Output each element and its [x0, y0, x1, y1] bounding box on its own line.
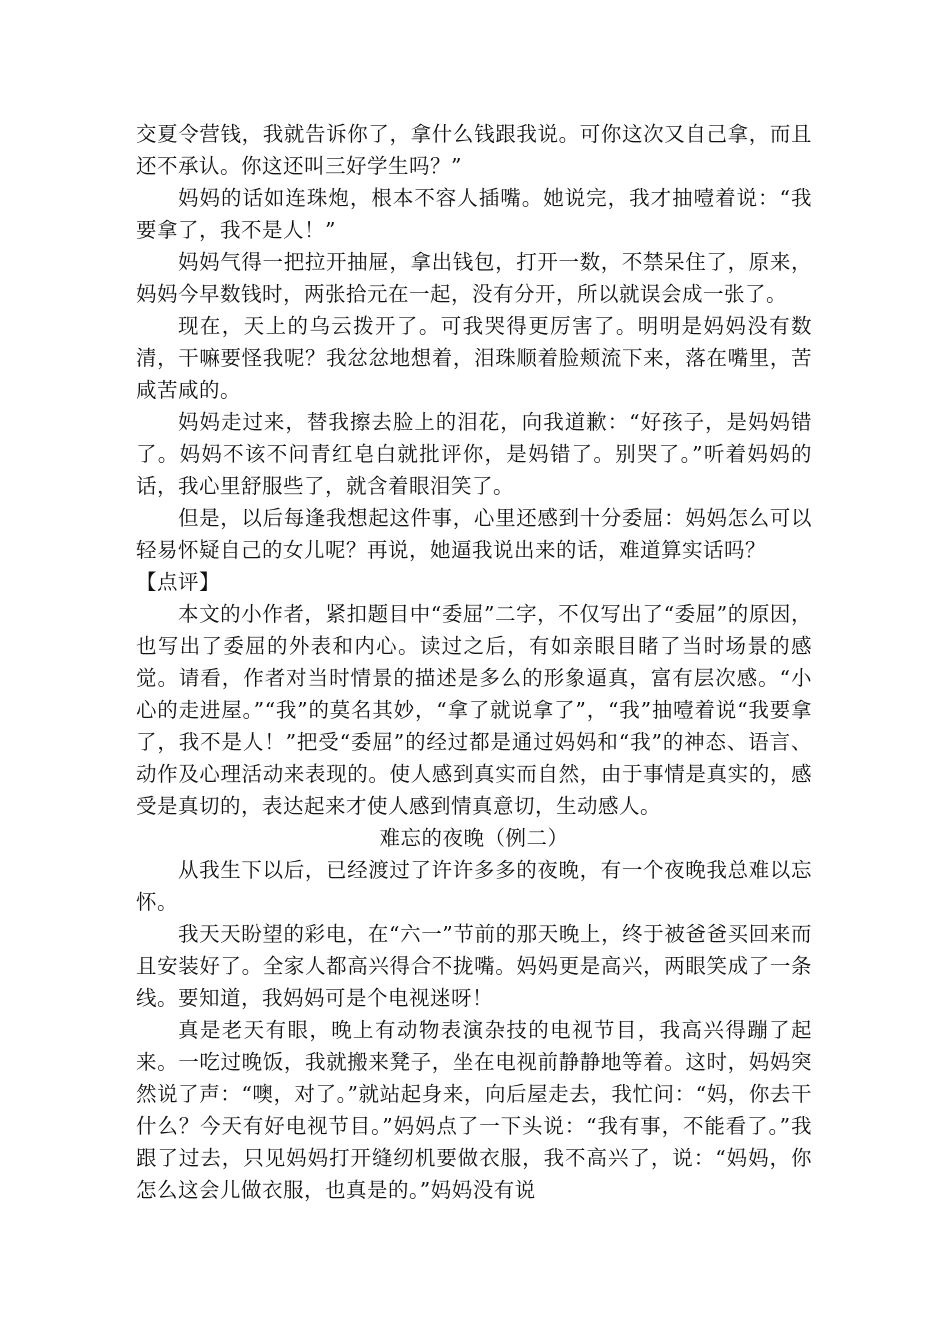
paragraph-continuation: 交夏令营钱，我就告诉你了，拿什么钱跟我说。可你这次又自己拿，而且还不承认。你这还叫三好学生吗？”	[136, 122, 812, 178]
paragraph: 从我生下以后，已经渡过了许许多多的夜晚，有一个夜晚我总难以忘怀。	[136, 858, 812, 914]
commentary-heading: 【点评】	[136, 570, 220, 594]
paragraph: 妈妈气得一把拉开抽屉，拿出钱包，打开一数，不禁呆住了，原来，妈妈今早数钱时，两张拾元在一起，没有分开，所以就误会成一张了。	[136, 250, 812, 306]
paragraph: 现在，天上的乌云拨开了。可我哭得更厉害了。明明是妈妈没有数清，干嘛要怪我呢？我忿忿地想着，泪珠顺着脸颊流下来，落在嘴里，苦咸苦咸的。	[136, 314, 812, 402]
paragraph: 妈妈走过来，替我擦去脸上的泪花，向我道歉：“好孩子，是妈妈错了。妈妈不该不问青红皂白就批评你，是妈错了。别哭了。”听着妈妈的话，我心里舒服些了，就含着眼泪笑了。	[136, 410, 812, 498]
paragraph: 真是老天有眼，晚上有动物表演杂技的电视节目，我高兴得蹦了起来。一吃过晚饭，我就搬来凳子，坐在电视前静静地等着。这时，妈妈突然说了声：“噢，对了。”就站起身来，向后屋走去，我忙问：“妈，你去干什么？今天有好电视节目。”妈妈点了一下头说：“我有事，不能看了。”我跟了过去，只见妈妈打开缝纫机要做衣服，我不高兴了，说：“妈妈，你怎么这会儿做衣服，也真是的。”妈妈没有说	[136, 1018, 812, 1202]
paragraph: 妈妈的话如连珠炮，根本不容人插嘴。她说完，我才抽噎着说：“我要拿了，我不是人！”	[136, 186, 812, 242]
paragraph: 但是，以后每逢我想起这件事，心里还感到十分委屈：妈妈怎么可以轻易怀疑自己的女儿呢？再说，她逼我说出来的话，难道算实话吗？	[136, 506, 812, 562]
essay-title: 难忘的夜晚（例二）	[379, 826, 569, 850]
commentary-paragraph: 本文的小作者，紧扣题目中“委屈”二字，不仅写出了“委屈”的原因，也写出了委屈的外表和内心。读过之后，有如亲眼目睹了当时场景的感觉。请看，作者对当时情景的描述是多么的形象逼真，富有层次感。“小心的走进屋。”“我”的莫名其妙，“拿了就说拿了”，“我”抽噎着说“我要拿了，我不是人！”把受“委屈”的经过都是通过妈妈和“我”的神态、语言、动作及心理活动来表现的。使人感到真实而自然，由于事情是真实的，感受是真切的，表达起来才使人感到情真意切，生动感人。	[136, 602, 812, 818]
paragraph: 我天天盼望的彩电，在“六一”节前的那天晚上，终于被爸爸买回来而且安装好了。全家人都高兴得合不拢嘴。妈妈更是高兴，两眼笑成了一条线。要知道，我妈妈可是个电视迷呀！	[136, 922, 812, 1010]
document-page	[136, 118, 812, 1206]
